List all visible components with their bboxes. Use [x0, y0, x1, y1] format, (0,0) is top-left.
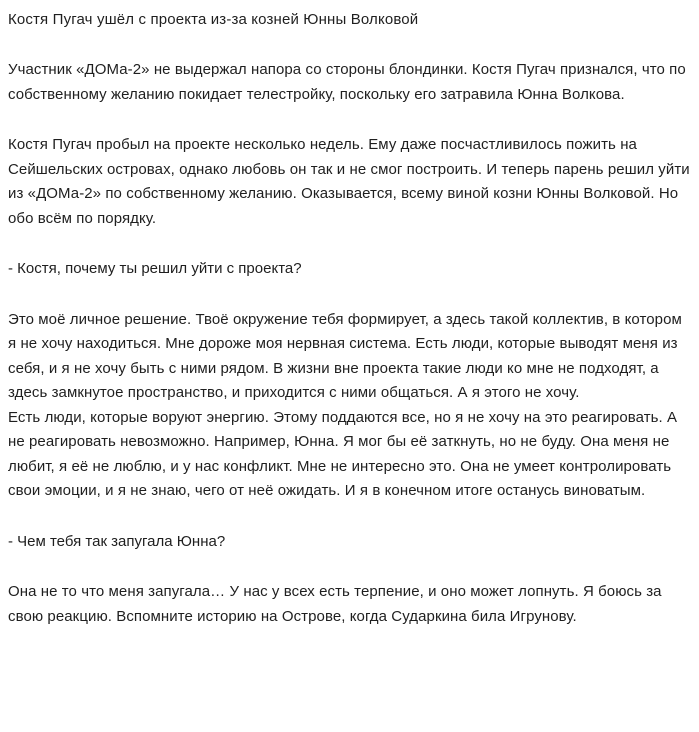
text-line: Это моё личное решение. Твоё окружение тебя формирует, а здесь такой коллектив, в котором я не хочу находиться. Мне дороже моя нервная система. Есть люди, которые выводят меня из себя, и я не хочу быть с ними рядом. В жизни вне проекта такие люди ко мне не подходят, а здесь замкнутое пространство, и приходится с ними общаться. А я этого не хочу. [8, 310, 682, 401]
intro-paragraph [8, 58, 691, 107]
body-paragraph-1 [8, 133, 691, 231]
text-line: Костя Пугач пробыл на проекте несколько недель. Ему даже посчастливилось пожить на Сейшельских островах, однако любовь он так и не смог построить. И теперь парень решил уйти из «ДОМа-2» по собственному желанию. Оказывается, всему виной козни Юнны Волковой. Но обо всём по порядку. [8, 136, 690, 227]
article-blocks [8, 58, 691, 629]
interview-answer-2 [8, 580, 691, 629]
interview-question-2 [8, 530, 691, 555]
text-line: Есть люди, которые воруют энергию. Этому поддаются все, но я не хочу на это реагировать. А не реагировать невозможно. Например, Юнна. Я мог бы её заткнуть, но не буду. Она меня не любит, я её не люблю, и у нас конфликт. Мне не интересно это. Она не умеет контролировать свои эмоции, и я не знаю, чего от неё ожидать. И я в конечном итоге останусь виноватым. [8, 408, 678, 499]
interview-question-1 [8, 257, 691, 282]
interview-answer-1 [8, 308, 691, 504]
page-title: Костя Пугач ушёл с проекта из-за козней Юнны Волковой [8, 11, 419, 28]
text-line: Участник «ДОМа-2» не выдержал напора со стороны блондинки. Костя Пугач признался, что по собственному желанию покидает телестройку, поскольку его затравила Юнна Волкова. [8, 61, 686, 103]
text-line: - Костя, почему ты решил уйти с проекта? [8, 260, 302, 277]
text-line: Она не то что меня запугала… У нас у всех есть терпение, и оно может лопнуть. Я боюсь за свою реакцию. Вспомните историю на Острове, когда Сударкина била Игрунову. [8, 583, 662, 625]
text-line: - Чем тебя так запугала Юнна? [8, 532, 226, 550]
